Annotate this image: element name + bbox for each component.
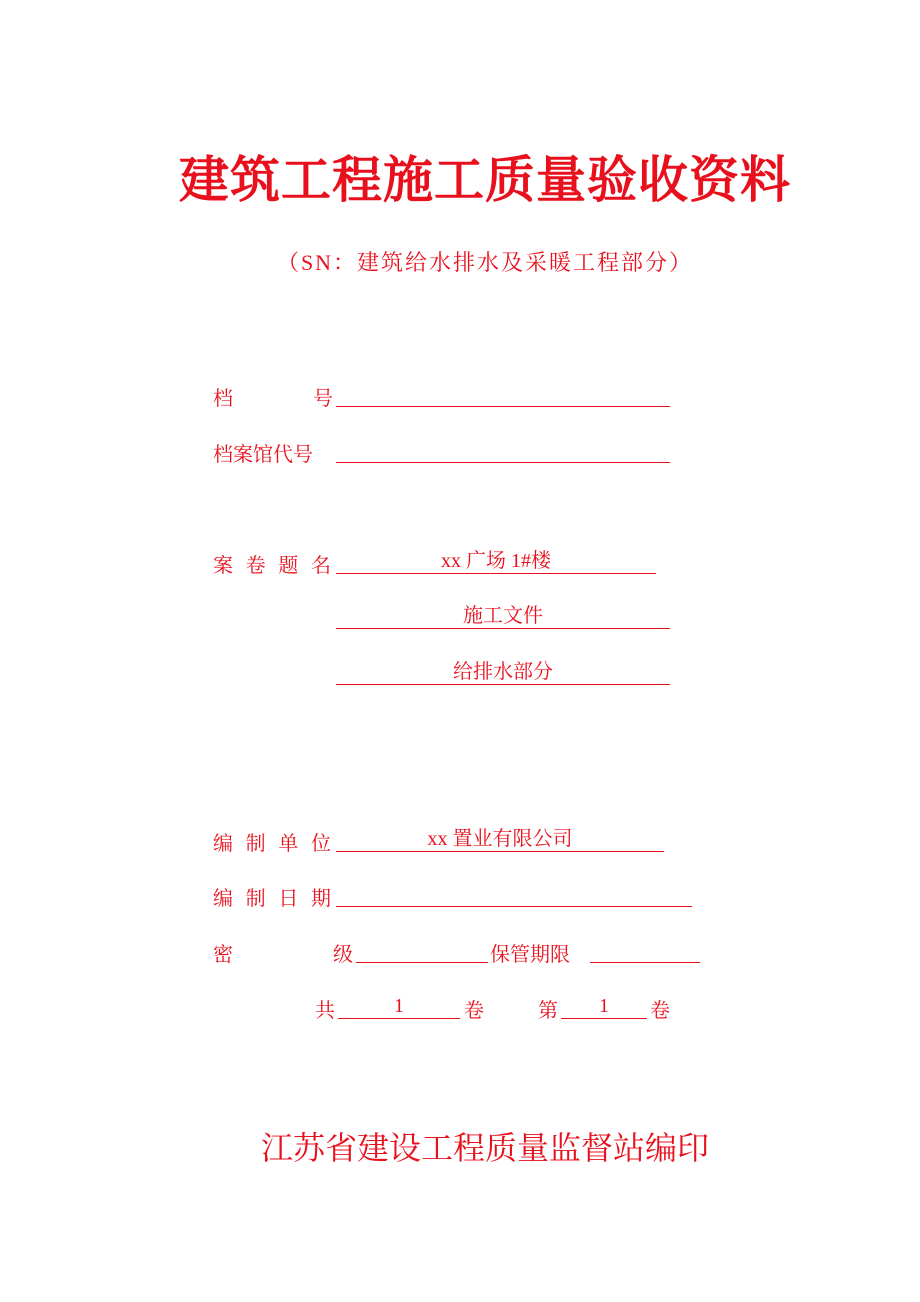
volume-title-line-3[interactable]: 给排水部分 [336, 660, 670, 685]
volume-index-field[interactable]: 1 [561, 994, 647, 1019]
archive-number-field[interactable] [336, 382, 670, 407]
archive-code-label: 档案馆代号 [213, 444, 313, 466]
compiling-date-label: 编 制 日 期 [213, 888, 331, 910]
volume-title-line-1[interactable]: xx 广场 1#楼 [336, 549, 656, 574]
document-title: 建筑工程施工质量验收资料 [179, 152, 791, 208]
retention-field[interactable] [590, 938, 700, 963]
document-subtitle: （SN：建筑给水排水及采暖工程部分） [276, 250, 694, 275]
compiling-unit-label: 编 制 单 位 [213, 833, 331, 855]
compiling-date-field[interactable] [336, 882, 692, 907]
total-volumes-field[interactable]: 1 [338, 994, 460, 1019]
volume-index-prefix: 第 [538, 1000, 558, 1022]
volume-title-label: 案 卷 题 名 [213, 555, 331, 577]
retention-label: 保管期限 [490, 944, 570, 966]
archive-code-field[interactable] [336, 438, 670, 463]
compiling-unit-field[interactable]: xx 置业有限公司 [336, 827, 664, 852]
secrecy-field[interactable] [356, 938, 488, 963]
secrecy-label: 密 级 [213, 944, 353, 966]
volume-index-unit: 卷 [650, 1000, 670, 1022]
volume-title-line-2[interactable]: 施工文件 [336, 604, 670, 629]
archive-number-label: 档 号 [213, 388, 333, 410]
publisher-footer: 江苏省建设工程质量监督站编印 [260, 1130, 709, 1166]
total-volumes-prefix: 共 [315, 1000, 335, 1022]
total-volumes-unit: 卷 [464, 1000, 484, 1022]
